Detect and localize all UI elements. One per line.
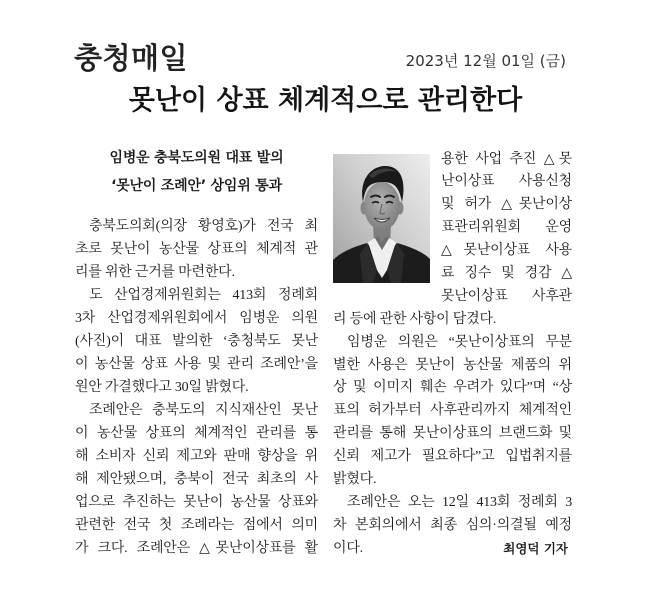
text-line: 리 등에 관한 사항이 담겼다. [333,311,497,327]
text-line: 해 소비자 신뢰 제고와 판매 향상을 위 [75,449,318,465]
text-line: 해 제안됐으며, 충북이 전국 최초의 사 [75,472,318,488]
text-line: (사진)이 대표 발의한 ‘충청북도 못난 [75,333,318,349]
text-line: 이 농산물 상표 사용 및 관리 조례안’을 [75,356,318,372]
text-line: 못난이상표 사후관 [441,288,572,304]
closing-line [333,538,572,561]
byline: 최영덕 기자 [503,540,568,556]
text-line: 표관리위원회 운영 [441,220,572,236]
right-column-beside-photo [441,149,572,309]
text-line: 조례안은 오는 12일 413회 정례회 3 [347,494,572,510]
text-line: 충북도의회(의장 황영호)가 전국 최 [89,218,318,234]
text-line: 및 허가 △못난이상 [441,197,572,213]
text-line: 용한 사업 추진 △못 [441,151,572,167]
text-line: 초로 못난이 농산물 상표의 체계적 관 [75,241,318,257]
text-line: 3차 산업경제위원회에서 임병운 의원 [75,310,318,326]
subheadline [75,144,318,200]
politician-photo [333,154,430,283]
text-line: 이다. [333,540,363,556]
headline: 못난이 상표 체계적으로 관리한다 [128,85,523,116]
text-line: 난이상표 사용신청 [441,174,572,190]
text-line: 표의 허가부터 사후관리까지 체계적인 [333,403,572,419]
text-line: 조례안은 충북도의 지식재산인 못난 [89,403,318,418]
newspaper-name: 충청매일 [74,41,189,75]
text-line: 관련한 전국 첫 조례라는 점에서 의미 [75,518,318,534]
text-line: 차 본회의에서 최종 심의·의결될 예정 [333,517,572,533]
text-line: △못난이상표 사용 [441,243,572,259]
left-column [75,215,318,561]
text-line: 가 크다. 조례안은 △못난이상표를 활 [75,541,318,557]
text-line: 업으로 추진하는 못난이 농산물 상표와 [75,495,318,511]
text-line: 임병운 의원은 “못난이상표의 무분 [347,334,572,350]
text-line: 리를 위한 근거를 마련한다. [75,264,235,280]
text-line: 원안 가결했다고 30일 밝혔다. [75,379,249,395]
subheadline-line: ‘못난이 조례안’ 상임위 통과 [111,178,282,194]
text-line: 상 및 이미지 훼손 우려가 있다”며 “상 [333,380,572,396]
text-line: 관리를 통해 못난이상표의 브랜드화 및 [333,426,572,442]
text-line: 밝혔다. [333,472,377,488]
right-column [333,309,572,561]
text-line: 료 징수 및 경감 △ [441,265,572,281]
subheadline-line: 임병운 충북도의원 대표 발의 [109,150,284,166]
text-line: 이 농산물 상표의 체계적인 관리를 통 [75,426,318,442]
text-line: 신뢰 제고가 필요하다”고 입법취지를 [333,449,572,465]
portrait-image [333,154,430,283]
text-line: 도 산업경제위원회는 413회 정례회 [89,287,318,303]
publication-date: 2023년 12월 01일 (금) [405,52,566,70]
text-line: 별한 사용은 못난이 농산물 제품의 위 [333,357,572,373]
